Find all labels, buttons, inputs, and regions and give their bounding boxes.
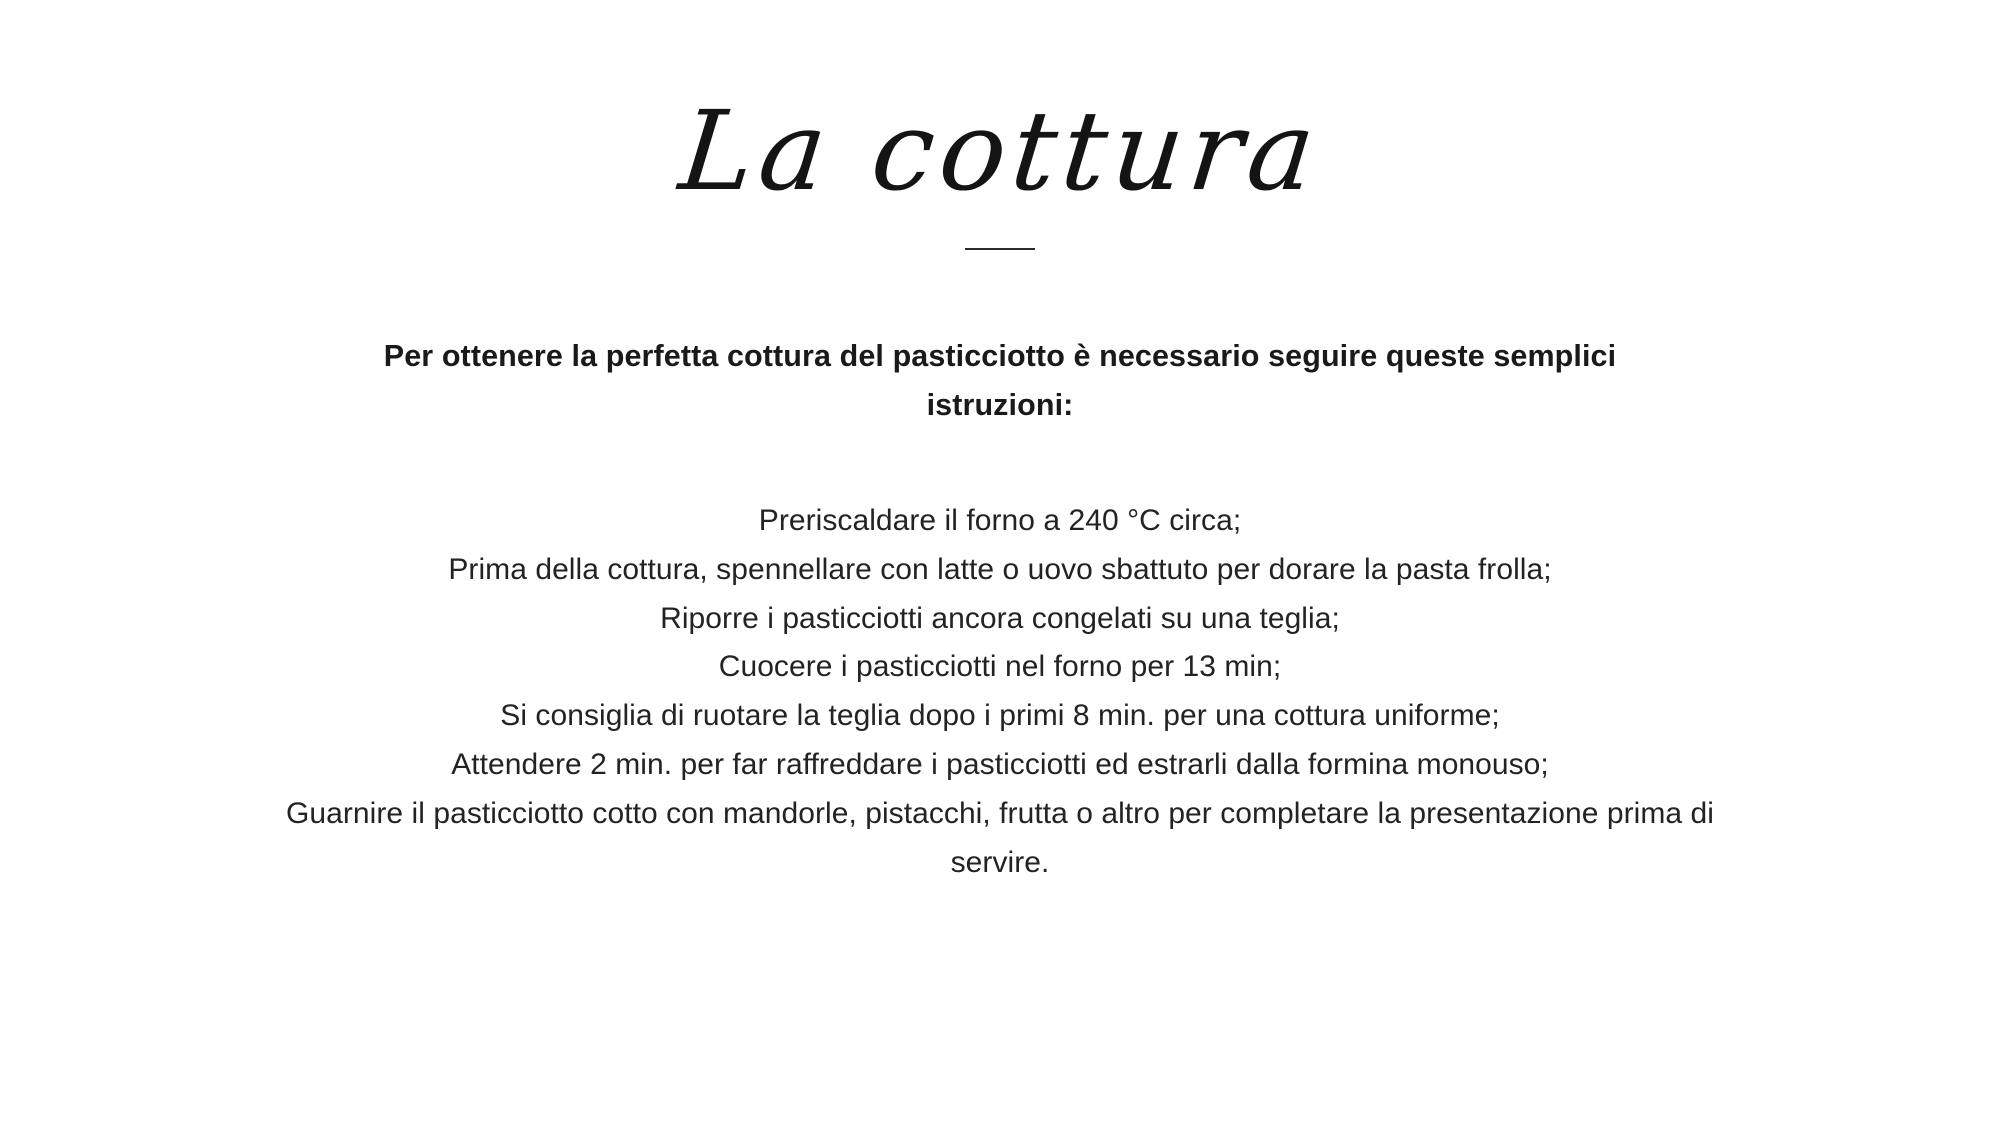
list-item: Prima della cottura, spennellare con latte o uovo sbattuto per dorare la pasta frolla; <box>448 552 1552 586</box>
instruction-list <box>270 497 1730 888</box>
list-item: Guarnire il pasticciotto cotto con mandorle, pistacchi, frutta o altro per completare la presentazione prima di servire. <box>286 797 1714 880</box>
list-item: Riporre i pasticciotti ancora congelati su una teglia; <box>660 601 1340 635</box>
title-divider <box>965 248 1035 250</box>
list-item: Si consiglia di ruotare la teglia dopo i primi 8 min. per una cottura uniforme; <box>500 699 1500 733</box>
list-item: Attendere 2 min. per far raffreddare i pasticciotti ed estrarli dalla formina monouso; <box>451 748 1549 782</box>
intro-paragraph: Per ottenere la perfetta cottura del pasticciotto è necessario seguire queste semplici istruzioni: <box>383 339 1617 423</box>
list-item: Preriscaldare il forno a 240 °C circa; <box>758 503 1242 537</box>
page-title: La cottura <box>673 87 1327 215</box>
list-item: Cuocere i pasticciotti nel forno per 13 min; <box>718 650 1282 684</box>
